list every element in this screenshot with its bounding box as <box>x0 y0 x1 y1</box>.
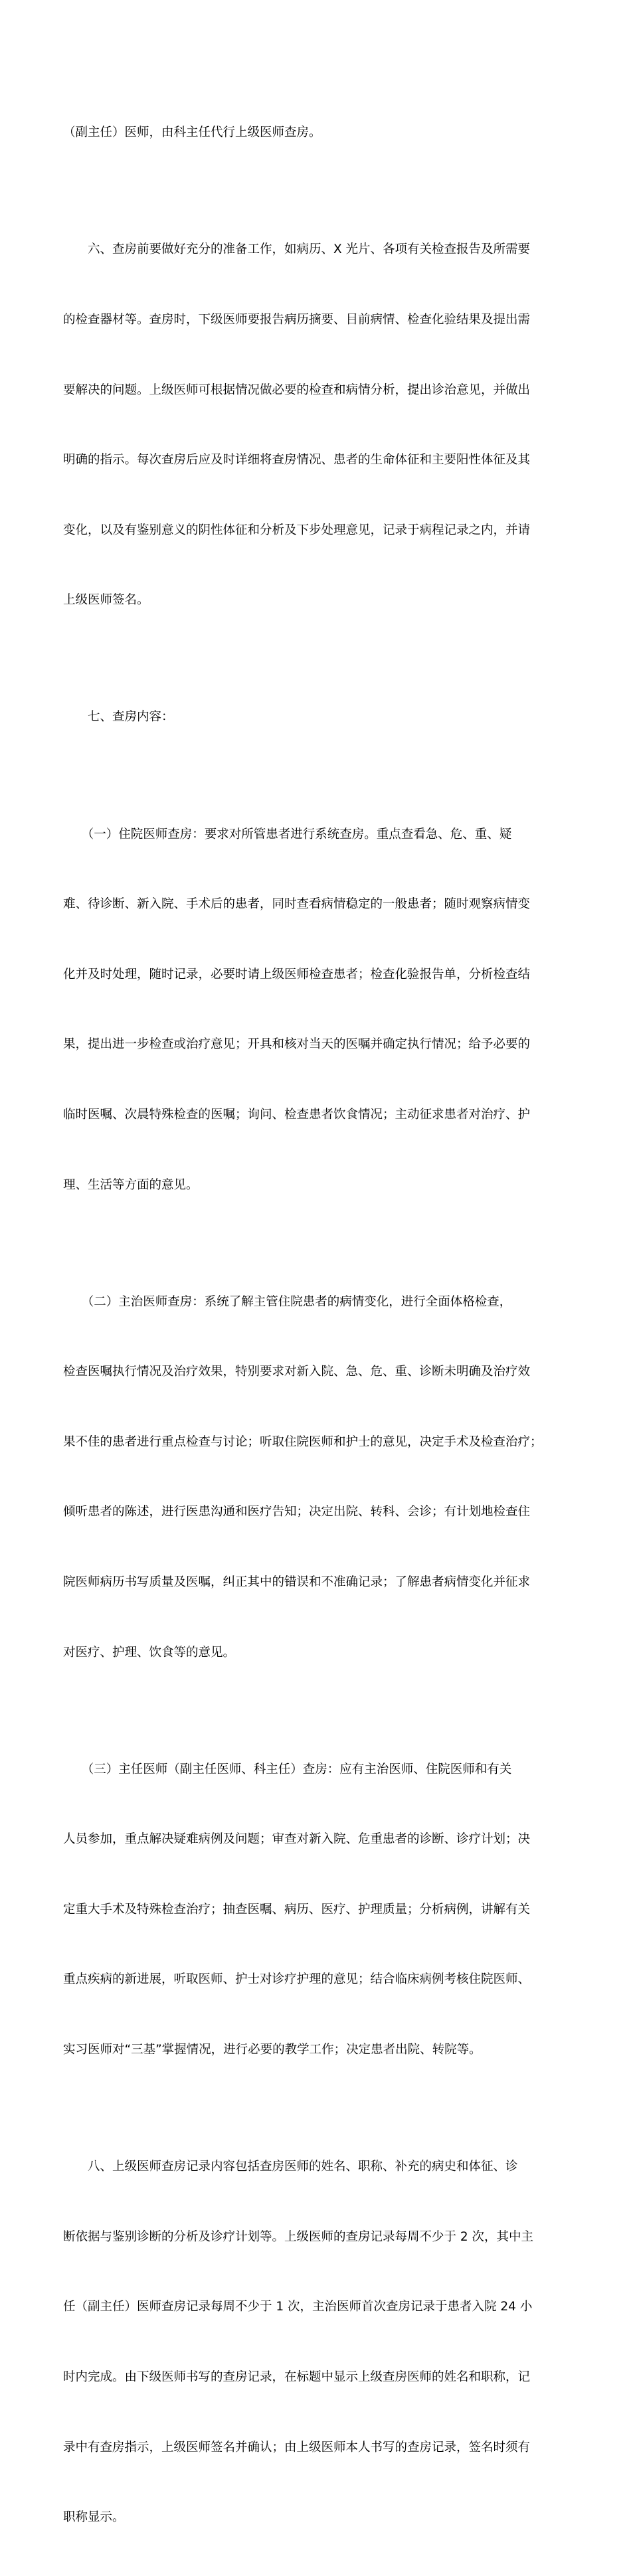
text-line: 检查医嘱执行情况及治疗效果，特别要求对新入院、急、危、重、诊断未明确及治疗效 <box>63 1365 531 1379</box>
text-line: 倾听患者的陈述，进行医患沟通和医疗告知；决定出院、转科、会诊；有计划地检查住 <box>63 1505 531 1519</box>
text-line: 断依据与鉴别诊断的分析及诊疗计划等。上级医师的查房记录每周不少于 2 次，其中主 <box>63 2229 534 2244</box>
text-line: 化并及时处理，随时记录，必要时请上级医师检查患者；检查化验报告单，分析检查结 <box>63 967 531 982</box>
text-line: 录中有查房指示，上级医师签名并确认；由上级医师本人书写的查房记录，签名时须有 <box>63 2440 531 2454</box>
text-line: 定重大手术及特殊检查治疗；抽查医嘱、病历、医疗、护理质量；分析病例，讲解有关 <box>63 1902 531 1917</box>
text-line: 院医师病历书写质量及医嘱，纠正其中的错误和不准确记录；了解患者病情变化并征求 <box>63 1575 531 1589</box>
text-line: 变化，以及有鉴别意义的阴性体征和分析及下步处理意见，记录于病程记录之内，并请 <box>63 523 531 537</box>
text-line: 六、查房前要做好充分的准备工作，如病历、X 光片、各项有关检查报告及所需要 <box>63 242 531 257</box>
text-line: （一）住院医师查房：要求对所管患者进行系统查房。重点查看急、危、重、疑 <box>63 827 512 841</box>
text-line: 要解决的问题。上级医师可根据情况做必要的检查和病情分析，提出诊治意见，并做出 <box>63 383 531 397</box>
paragraph-continuation <box>63 74 575 191</box>
paragraph-section-8 <box>63 2108 575 2576</box>
text-line: 果，提出进一步检查或治疗意见；开具和核对当天的医嘱并确定执行情况；给予必要的 <box>63 1037 531 1052</box>
text-line: 果不佳的患者进行重点检查与讨论；听取住院医师和护士的意见，决定手术及检查治疗； <box>63 1434 543 1449</box>
paragraph-section-7-heading <box>63 659 575 776</box>
section-heading: 七、查房内容： <box>63 710 174 725</box>
paragraph-resident-rounds <box>63 776 575 1243</box>
text-line: 理、生活等方面的意见。 <box>63 1177 199 1192</box>
text-line: 上级医师签名。 <box>63 593 149 608</box>
text-line: （三）主任医师（副主任医师、科主任）查房：应有主治医师、住院医师和有关 <box>63 1762 512 1776</box>
text-line: 时内完成。由下级医师书写的查房记录，在标题中显示上级查房医师的姓名和职称，记 <box>63 2369 531 2384</box>
text-line: 实习医师对“三基”掌握情况，进行必要的教学工作；决定患者出院、转院等。 <box>63 2043 482 2057</box>
text-line: 职称显示。 <box>63 2510 125 2525</box>
text-line: 难、待诊断、新入院、手术后的患者，同时查看病情稳定的一般患者；随时观察病情变 <box>63 897 531 912</box>
paragraph-section-6 <box>63 191 575 659</box>
text-line: 明确的指示。每次查房后应及时详细将查房情况、患者的生命体征和主要阳性体征及其 <box>63 453 531 468</box>
text-line: （副主任）医师，由科主任代行上级医师查房。 <box>63 126 321 140</box>
paragraph-attending-rounds <box>63 1243 575 1711</box>
text-line: 八、上级医师查房记录内容包括查房医师的姓名、职称、补充的病史和体征、诊 <box>63 2160 518 2174</box>
document-body <box>63 74 575 2576</box>
text-line: 重点疾病的新进展，听取医师、护士对诊疗护理的意见；结合临床病例考核住院医师、 <box>63 1972 531 1987</box>
paragraph-chief-rounds <box>63 1711 575 2108</box>
text-line: 临时医嘱、次晨特殊检查的医嘱；询问、检查患者饮食情况；主动征求患者对治疗、护 <box>63 1107 531 1122</box>
text-line: 任（副主任）医师查房记录每周不少于 1 次，主治医师首次查房记录于患者入院 24 小 <box>63 2300 533 2314</box>
text-line: 对医疗、护理、饮食等的意见。 <box>63 1645 236 1660</box>
text-line: 的检查器材等。查房时，下级医师要报告病历摘要、目前病情、检查化验结果及提出需 <box>63 313 531 327</box>
text-line: 人员参加，重点解决疑难病例及问题；审查对新入院、危重患者的诊断、诊疗计划；决 <box>63 1832 531 1847</box>
text-line: （二）主治医师查房：系统了解主管住院患者的病情变化，进行全面体格检查， <box>63 1294 512 1309</box>
